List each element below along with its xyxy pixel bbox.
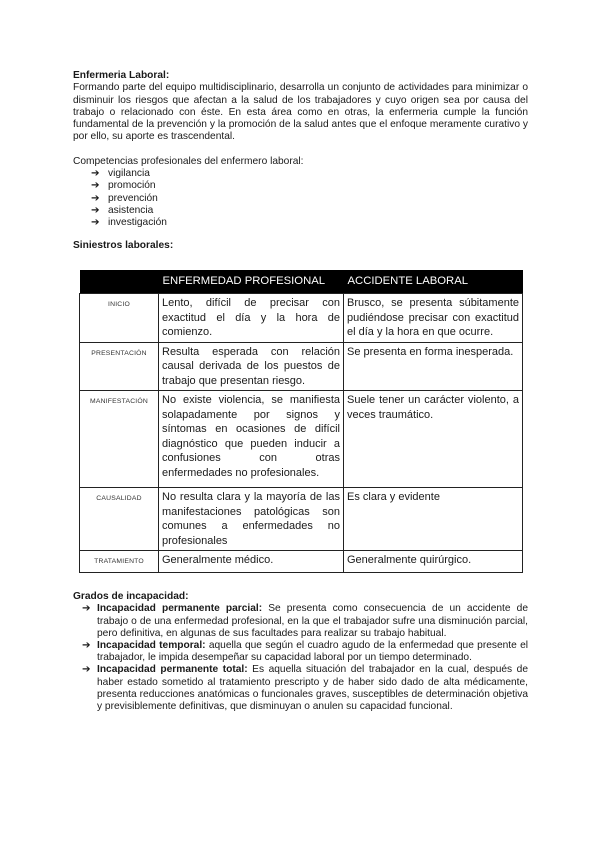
cell-accidente: Se presenta en forma inesperada. (344, 342, 523, 391)
table-header-enfermedad: ENFERMEDAD PROFESIONAL (159, 270, 344, 294)
arrow-icon: ➔ (82, 664, 91, 676)
list-item: ➔ prevención (91, 192, 158, 204)
competencias-intro: Competencias profesionales del enfermero laboral: (73, 155, 304, 167)
competencias-list (73, 168, 528, 229)
table-row (80, 391, 523, 488)
arrow-icon: ➔ (82, 639, 91, 651)
row-label: MANIFESTACIÓN (80, 391, 159, 488)
cell-enfermedad: Generalmente médico. (159, 551, 344, 573)
document-body (73, 70, 528, 252)
arrow-icon: ➔ (91, 204, 100, 216)
cell-enfermedad: No resulta clara y la mayoría de las manifestaciones patológicas son comunes a enfermedades no profesionales (159, 488, 344, 551)
grados-list (73, 603, 528, 713)
section-title-enfermeria: Enfermeria Laboral: (73, 70, 170, 81)
list-item: ➔ Incapacidad permanente total: Es aquella situación del trabajador en la cual, después de haber estado sometido al tratamiento prescripto y de haber sido dado de alta médicamente, presenta reducciones anatómicas o funcionales graves, susceptibles de determinación objetiva y previsiblemente definitivas, que disminuyan o anulen su capacidad funcional. (82, 664, 529, 712)
table-header-accidente: ACCIDENTE LABORAL (344, 270, 523, 294)
grados-section (73, 591, 528, 713)
table-row (80, 488, 523, 551)
table-row (80, 551, 523, 573)
section-title-grados: Grados de incapacidad: (73, 591, 189, 602)
arrow-icon: ➔ (91, 180, 100, 192)
arrow-icon: ➔ (91, 217, 100, 229)
arrow-icon: ➔ (91, 192, 100, 204)
enfermeria-paragraph: Formando parte del equipo multidisciplinario, desarrolla un conjunto de actividades para minimizar o disminuir los riesgos que afectan a la salud de los trabajadores y cuyo origen sea por causa del trabajo o relacionado con éste. En esta área como en otras, la enfermeria cumple la función fundamental de la prevención y la promoción de la salud antes que el enfoque meramente curativo y por ello, su aporte es trascendental. (73, 82, 528, 143)
list-item: ➔ vigilancia (91, 168, 150, 180)
list-item: ➔ promoción (91, 180, 156, 192)
cell-enfermedad: No existe violencia, se manifiesta solapadamente por signos y síntomas en ocasiones de difícil diagnóstico que pueden inducir a confusiones con otras enfermedades no profesionales. (159, 391, 344, 488)
table-row (80, 342, 523, 391)
cell-accidente: Es clara y evidente (344, 488, 523, 551)
row-label: PRESENTACIÓN (80, 342, 159, 391)
arrow-icon: ➔ (82, 603, 91, 615)
list-item: ➔ Incapacidad permanente parcial: Se presenta como consecuencia de un accidente de trabajo o de una enfermedad profesional, en la que el trabajador sufre una disminución parcial, pero definitiva, en algunas de sus facultades para realizar su trabajo habitual. (82, 603, 528, 639)
row-label: INICIO (80, 294, 159, 343)
cell-accidente: Generalmente quirúrgico. (344, 551, 523, 573)
table-header-row (80, 270, 523, 294)
section-title-siniestros: Siniestros laborales: (73, 239, 174, 251)
arrow-icon: ➔ (91, 168, 100, 180)
cell-enfermedad: Lento, difícil de precisar con exactitud el día y la hora de comienzo. (159, 294, 344, 343)
table-header-empty (80, 270, 159, 294)
list-item: ➔ Incapacidad temporal: aquella que según el cuadro agudo de la enfermedad que presente el trabajador, le impida desempeñar su capacidad laboral por un tiempo determinado. (82, 639, 528, 664)
cell-accidente: Suele tener un carácter violento, a veces traumático. (344, 391, 523, 488)
list-item: ➔ asistencia (91, 204, 154, 216)
siniestros-table (79, 270, 523, 573)
table-row (80, 294, 523, 343)
cell-accidente: Brusco, se presenta súbitamente pudiéndose precisar con exactitud el día y la hora en que ocurre. (344, 294, 523, 343)
row-label: CAUSALIDAD (80, 488, 159, 551)
row-label: TRATAMIENTO (80, 551, 159, 573)
list-item: ➔ investigación (91, 217, 167, 229)
cell-enfermedad: Resulta esperada con relación causal derivada de los puestos de trabajo que presentan riesgo. (159, 342, 344, 391)
